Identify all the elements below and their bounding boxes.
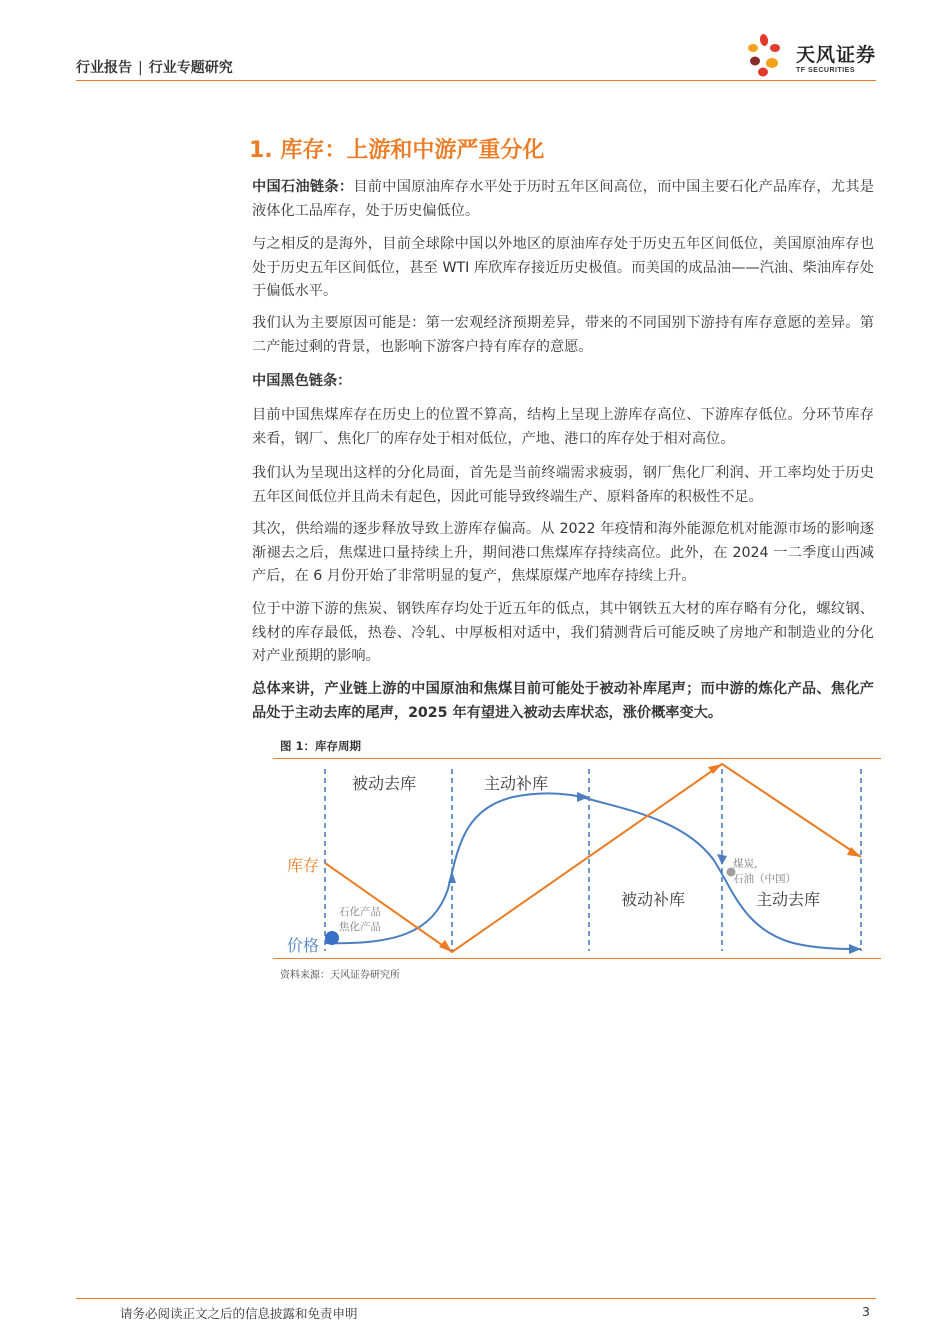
phase-active-destock-label: 主动去库 <box>756 890 821 909</box>
price-curve <box>325 793 861 949</box>
brand-logo <box>744 32 884 80</box>
price-arrow-2-icon <box>577 792 589 802</box>
header-separator: | <box>138 60 143 76</box>
figure-bottom-rule <box>273 958 881 959</box>
phase-passive-destock-label: 被动去库 <box>352 774 417 793</box>
inventory-label: 库存 <box>287 856 320 875</box>
brand-name-cn: 天风证券 <box>796 44 877 66</box>
inventory-arrow-1-icon <box>439 940 452 952</box>
section-title: 1. 库存：上游和中游严重分化 <box>249 138 545 163</box>
price-label: 价格 <box>287 936 320 955</box>
figure-title: 图 1：库存周期 <box>280 739 362 753</box>
report-category: 行业报告 <box>76 60 132 76</box>
note-oil-china: 石油（中国） <box>733 873 796 885</box>
note-petrochemicals: 石化产品 <box>339 906 381 918</box>
phase-active-restock-label: 主动补库 <box>484 774 549 793</box>
footer-disclaimer: 请务必阅读正文之后的信息披露和免责申明 <box>120 1306 358 1321</box>
paragraph-midstream: 位于中游下游的焦炭、钢铁库存均处于近五年的低点，其中钢铁五大材的库存略有分化，螺纹钢、线材的库存最低，热卷、冷轧、中厚板相对适中，我们猜测背后可能反映了房地产和制造业的分化对产业预期的影响。 <box>252 601 874 664</box>
paragraph-reasons: 我们认为主要原因可能是：第一宏观经济预期差异，带来的不同国别下游持有库存意愿的差异。第二产能过剩的背景，也影响下游客户持有库存的意愿。 <box>252 315 874 355</box>
note-coking-products: 焦化产品 <box>339 921 381 933</box>
paragraph-lead-ferrous: 中国黑色链条： <box>252 373 352 389</box>
figure-source: 资料来源：天风证券研究所 <box>280 970 400 981</box>
report-header <box>76 57 233 77</box>
paragraph-oil-chain <box>252 176 874 223</box>
paragraph-coking-coal: 目前中国焦煤库存在历史上的位置不算高，结构上呈现上游库存高位、下游库存低位。分环节库存来看，钢厂、焦化厂的库存处于相对低位，产地、港口的库存处于相对高位。 <box>252 407 874 447</box>
paragraph-oil-body: 目前中国原油库存水平处于历时五年区间高位，而中国主要石化产品库存，尤其是液体化工品库存，处于历史偏低位。 <box>252 179 874 219</box>
paragraph-supply: 其次，供给端的逐步释放导致上游库存偏高。从 2022 年疫情和海外能源危机对能源市场的影响逐渐褪去之后，焦煤进口量持续上升，期间港口焦煤库存持续高位。此外，在 2024 一二季度山西减产后，在 6 月份开始了非常明显的复产，焦煤原煤产地库存持续上升。 <box>252 521 874 584</box>
header-divider <box>76 80 876 81</box>
price-arrow-1-icon <box>448 871 456 883</box>
paragraph-lead-oil: 中国石油链条： <box>252 179 354 195</box>
report-subcategory: 行业专题研究 <box>148 60 233 76</box>
paragraph-divergence: 我们认为呈现出这样的分化局面，首先是当前终端需求疲弱，钢厂焦化厂利润、开工率均处于历史五年区间低位并且尚未有起色，因此可能导致终端生产、原料备库的积极性不足。 <box>252 465 874 505</box>
marker-chemicals-icon <box>325 931 339 945</box>
page-number: 3 <box>862 1304 870 1319</box>
flower-logo-icon <box>744 32 794 80</box>
price-arrow-4-icon <box>849 944 861 954</box>
brand-name-en: TF SECURITIES <box>796 67 856 74</box>
paragraph-overseas: 与之相反的是海外，目前全球除中国以外地区的原油库存处于历史五年区间低位，美国原油库存也处于历史五年区间低位，甚至 WTI 库欣库存接近历史极值。而美国的成品油——汽油、柴油库存处于偏低水平。 <box>252 236 874 299</box>
footer-divider <box>76 1298 876 1299</box>
price-arrow-3-icon <box>717 854 727 865</box>
inventory-cycle-diagram <box>273 759 881 958</box>
phase-passive-restock-label: 被动补库 <box>621 890 686 909</box>
note-coal: 煤炭， <box>733 858 765 870</box>
paragraph-conclusion: 总体来讲，产业链上游的中国原油和焦煤目前可能处于被动补库尾声；而中游的炼化产品、焦化产品处于主动去库的尾声，2025 年有望进入被动去库状态，涨价概率变大。 <box>252 681 874 721</box>
